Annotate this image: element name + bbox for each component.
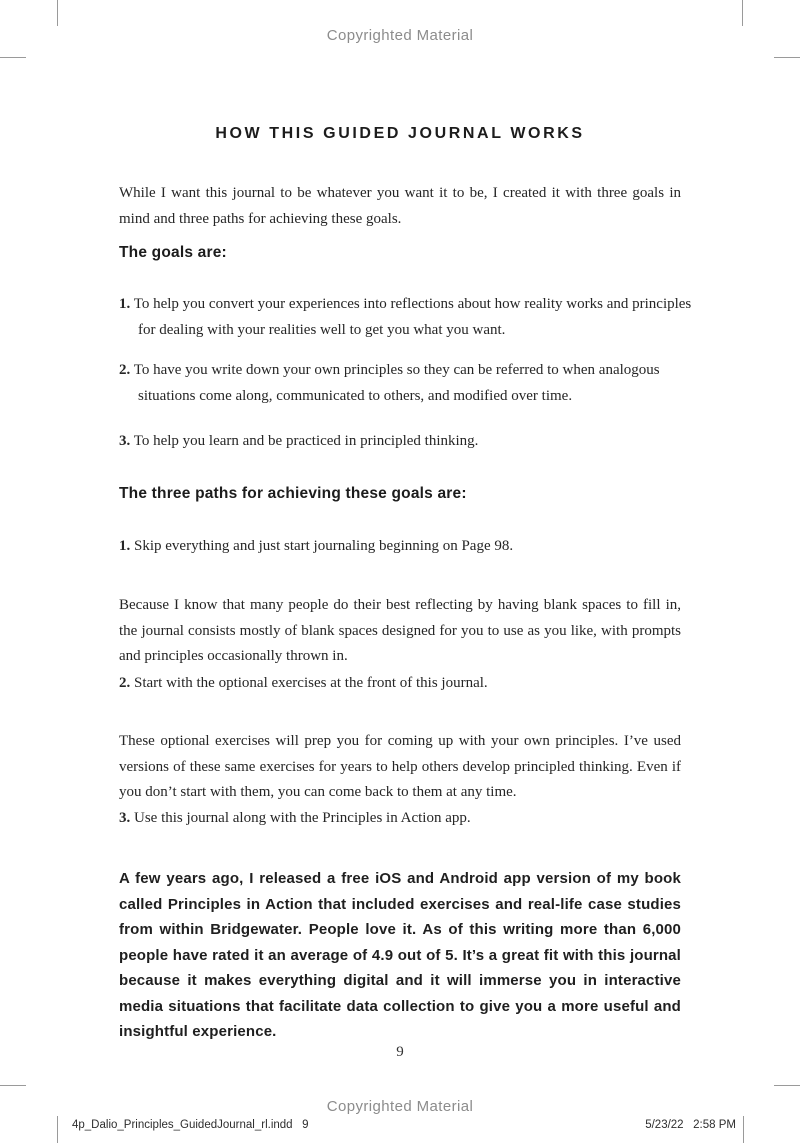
crop-mark-bottom-right-vertical xyxy=(743,1116,744,1143)
crop-mark-bottom-right-horizontal xyxy=(774,1085,800,1086)
goal-text-3: To help you learn and be practiced in principled thinking. xyxy=(133,433,479,449)
path1-paragraph: Because I know that many people do their best reflecting by having blank spaces to fill in, the journal consists mostly of blank spaces designed for you to use as you like, with prompts and principles occasionally thrown in. xyxy=(119,597,681,664)
crop-mark-top-right-horizontal xyxy=(774,57,800,58)
closing-bold-paragraph: A few years ago, I released a free iOS and Android app version of my book called Principles in Action that included exercises and real-life case studies from within Bridgewater. People love it. As of this writing more than 6,000 people have rated it an average of 4.9 out of 5. It’s a great fit with this journal because it makes everything digital and it will immerse you in interactive media situations that facilitate data collection to give you a more useful and insightful experience. xyxy=(119,870,681,1040)
goal-number-3: 3. xyxy=(119,433,131,449)
crop-mark-top-left-horizontal xyxy=(0,57,26,58)
crop-mark-bottom-left-vertical xyxy=(57,1116,58,1143)
paths-heading: The three paths for achieving these goals are: xyxy=(119,485,467,502)
goal-item-1 xyxy=(119,292,700,343)
goal-text-1: To help you convert your experiences into reflections about how reality works and principles for dealing with your realities well to get you what you want. xyxy=(133,296,692,338)
page-number: 9 xyxy=(396,1044,404,1060)
goal-text-2: To have you write down your own principles so they can be referred to when analogous situations come along, communicated to others, and modified over time. xyxy=(133,362,660,404)
footer-timestamp: 5/23/22 2:58 PM xyxy=(645,1119,736,1131)
path-text-2: Start with the optional exercises at the front of this journal. xyxy=(134,675,488,691)
path-number-2: 2. xyxy=(119,675,131,691)
path-text-3: Use this journal along with the Principles in Action app. xyxy=(134,810,471,826)
goal-item-3 xyxy=(119,429,700,455)
intro-paragraph: While I want this journal to be whatever you want it to be, I created it with three goals in mind and three paths for achieving these goals. xyxy=(119,185,681,227)
path2-paragraph: These optional exercises will prep you for coming up with your own principles. I’ve used versions of these same exercises for years to help others develop principled thinking. Even if you don’t start with them, you can come back to them at any time. xyxy=(119,733,681,800)
path-number-3: 3. xyxy=(119,810,131,826)
goal-item-2 xyxy=(119,358,700,409)
footer-filename: 4p_Dalio_Principles_GuidedJournal_rl.indd 9 xyxy=(72,1119,309,1131)
path-item-3 xyxy=(119,806,681,832)
crop-mark-top-left-vertical xyxy=(57,0,58,26)
copyrighted-material-banner-bottom: Copyrighted Material xyxy=(326,1098,474,1115)
page-title: HOW THIS GUIDED JOURNAL WORKS xyxy=(215,124,585,142)
path-number-1: 1. xyxy=(119,538,131,554)
goal-number-2: 2. xyxy=(119,362,131,378)
copyrighted-material-banner-top: Copyrighted Material xyxy=(326,27,474,44)
path-item-2 xyxy=(119,671,681,697)
path-item-1 xyxy=(119,534,681,560)
goals-heading: The goals are: xyxy=(119,244,227,261)
crop-mark-bottom-left-horizontal xyxy=(0,1085,26,1086)
goal-number-1: 1. xyxy=(119,296,131,312)
path-text-1: Skip everything and just start journaling beginning on Page 98. xyxy=(134,538,514,554)
crop-mark-top-right-vertical xyxy=(742,0,743,26)
